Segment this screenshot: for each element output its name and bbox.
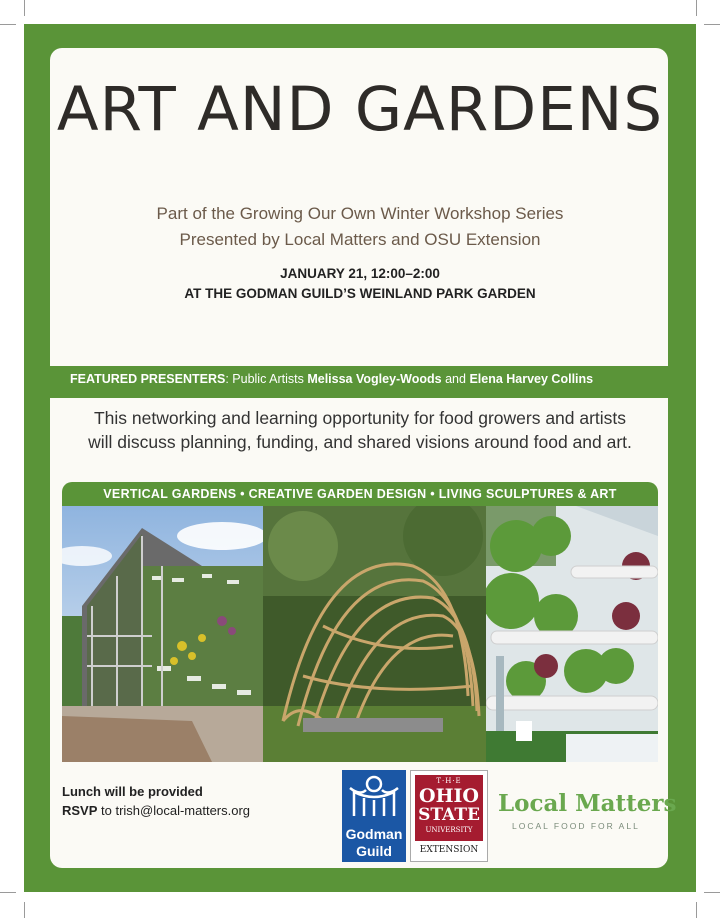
crop-mark: [24, 902, 25, 918]
lunch-text: Lunch will be provided: [62, 784, 203, 799]
living-sculpture-photo: [486, 506, 658, 762]
lunch-info: [62, 782, 250, 820]
event-location: AT THE GODMAN GUILD’S WEINLAND PARK GARDEN: [184, 286, 536, 301]
featured-presenters: [70, 372, 593, 386]
crop-mark: [696, 902, 697, 918]
osu-university: UNIVERSITY: [425, 826, 473, 834]
rsvp-label: RSVP: [62, 803, 98, 818]
godman-text-1: Godman: [345, 826, 403, 842]
local-matters-tagline: LOCAL FOOD FOR ALL: [512, 821, 640, 831]
godman-text-2: Guild: [356, 843, 392, 859]
topics-banner: VERTICAL GARDENS • CREATIVE GARDEN DESIGN • LIVING SCULPTURES & ART: [62, 482, 658, 506]
crop-mark: [704, 892, 720, 893]
osu-extension-logo: [410, 770, 488, 862]
godman-guild-logo: [342, 770, 406, 862]
presenters-conjunction: and: [441, 372, 470, 386]
crop-mark: [0, 892, 16, 893]
osu-the: T·H·E: [436, 777, 462, 785]
subtitle-line-1: Part of the Growing Our Own Winter Workshop Series: [156, 204, 564, 223]
description-line-1: This networking and learning opportunity for food growers and artists: [93, 408, 627, 428]
crop-mark: [0, 24, 16, 25]
crop-mark: [704, 24, 720, 25]
event-date: JANUARY 21, 12:00–2:00: [280, 266, 440, 281]
description-line-2: will discuss planning, funding, and shared visions around food and art.: [88, 432, 632, 452]
godman-guild-emblem-icon: [342, 770, 406, 822]
presenters-label: FEATURED PRESENTERS: [70, 372, 226, 386]
crop-mark: [24, 0, 25, 16]
subtitle-line-2: Presented by Local Matters and OSU Extension: [179, 230, 541, 249]
local-matters-logo: Local Matters: [498, 790, 677, 817]
osu-state: STATE: [418, 805, 480, 825]
presenters-prefix: : Public Artists: [225, 372, 308, 386]
garden-design-photo: [263, 506, 486, 762]
osu-ohio: OHIO: [419, 785, 479, 807]
page-title: ART AND GARDENS: [56, 74, 664, 145]
rsvp-email[interactable]: to trish@local-matters.org: [97, 803, 251, 818]
vertical-garden-photo: [62, 506, 263, 762]
osu-extension: EXTENSION: [419, 845, 479, 855]
crop-mark: [696, 0, 697, 16]
presenter-name-2: Elena Harvey Collins: [469, 372, 594, 386]
presenter-name-1: Melissa Vogley-Woods: [307, 372, 442, 386]
